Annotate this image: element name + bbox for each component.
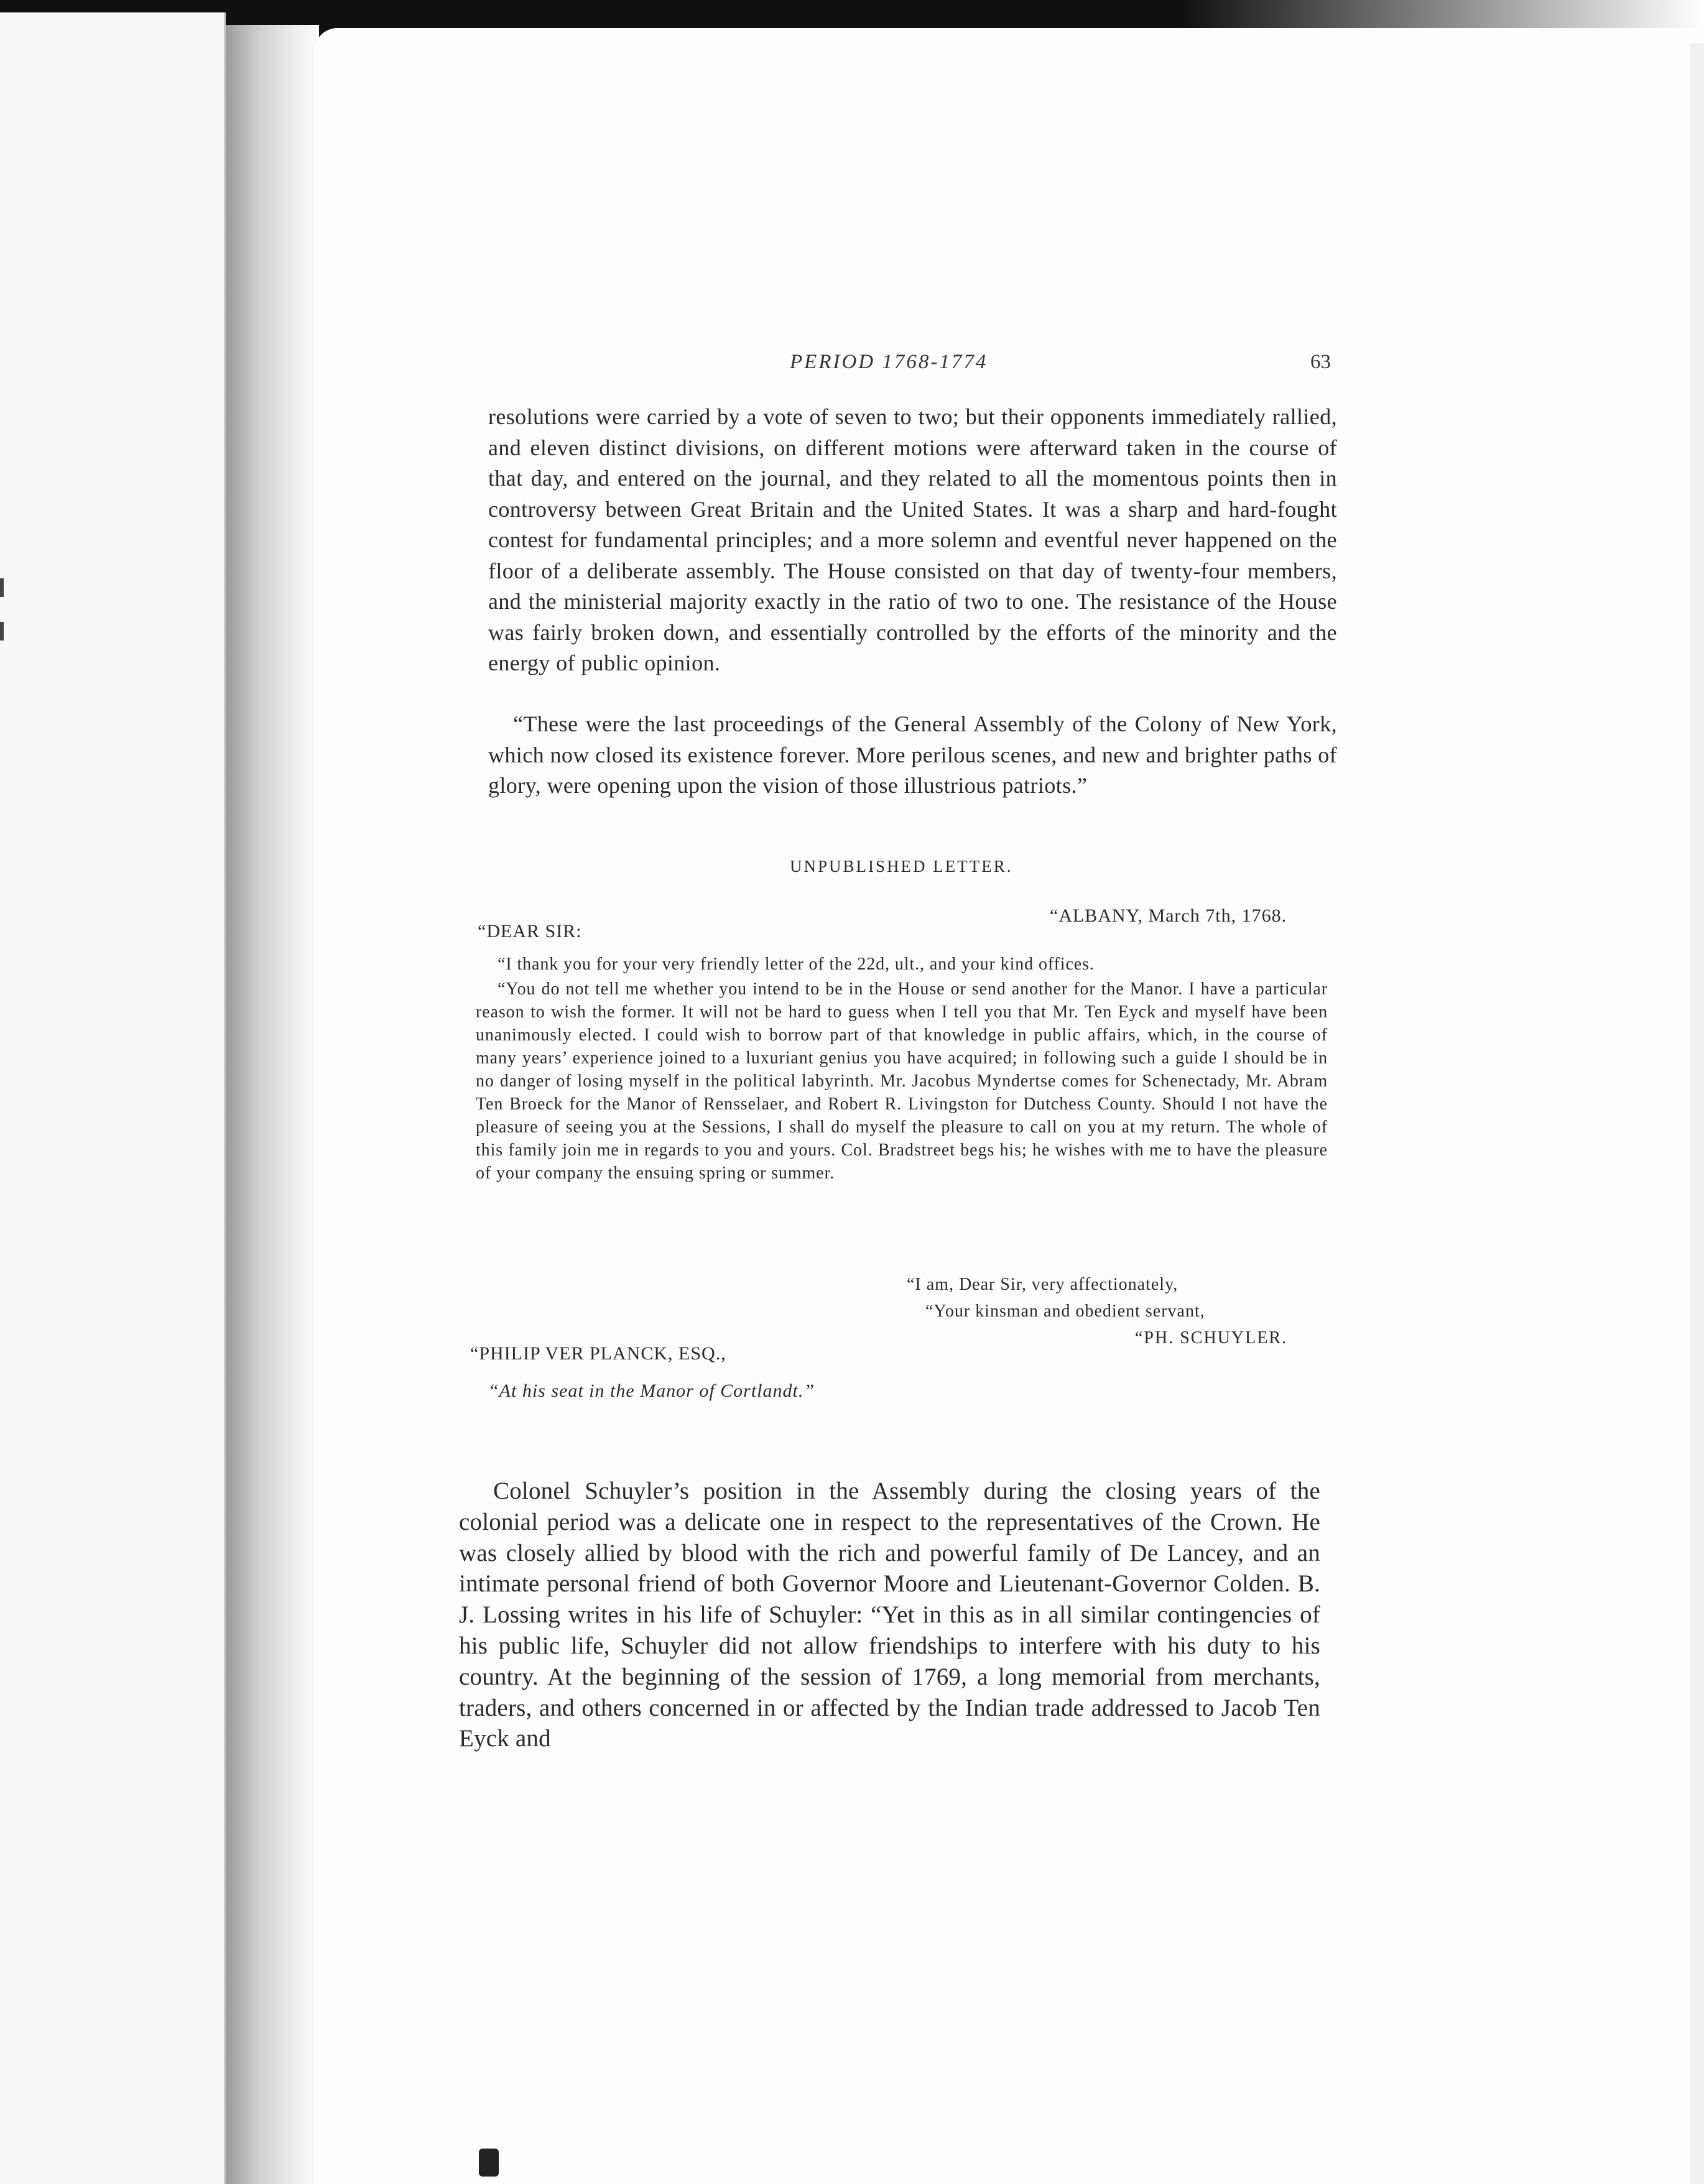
scan-clip-mark [479,2149,499,2177]
body-paragraph-top: resolutions were carried by a vote of seven to two; but their opponents immediately rallied, and eleven distinct divisions, on different motions were afterward taken in the course of that day, and entered on the journal, and they related to all the momentous points then in controversy between Great Britain and the United States. It was a sharp and hard-fought contest for fundamental principles; and a more solemn and eventful never happened on the floor of a deliberate assembly. The House consisted on that day of twenty-four members, and the ministerial majority exactly in the ratio of two to one. The resistance of the House was fairly broken down, and essentially controlled by the efforts of the minority and the energy of public opinion. [488,404,1337,675]
letter-paragraph-1: “I thank you for your very friendly letter of the 22d, ult., and your kind offices. [498,955,1095,974]
letter-paragraph-2: “You do not tell me whether you intend to be in the House or send another for the Manor. I have a particular reason to wish the former. It will not be hard to guess when I tell you that Mr. Ten Eyck and myself have been unanimously elected. I could wish to borrow part of that knowledge in public affairs, which, in the course of many years’ experience joined to a luxuriant genius you have acquired; in following such a guide I should be in no danger of losing myself in the political labyrinth. Mr. Jacobus Myndertse comes for Schenectady, Mr. Abram Ten Broeck for the Manor of Rensselaer, and Robert R. Livingston for Dutchess County. Should I not have the pleasure of seeing you at the Sessions, I shall do myself the pleasure to call on you at my return. The whole of this family join me in regards to you and yours. Col. Bradstreet begs his; he wishes with me to have the pleasure of your company the ensuing spring or summer. [476,979,1328,1183]
book-gutter-shadow [226,25,319,2184]
letter-addressee: “PHILIP VER PLANCK, ESQ., [470,1343,726,1364]
letter-addressee-location: “At his seat in the Manor of Cortlandt.” [488,1381,815,1401]
quoted-paragraph: “These were the last proceedings of the General Assembly of the Colony of New York, which now closed its existence forever. More perilous scenes, and new and brighter paths of glory, were opening upon the vision of those illustrious patriots.” [488,711,1337,798]
letter-salutation: “DEAR SIR: [478,921,582,942]
letter-dateline: “ALBANY, March 7th, 1768. [1050,905,1287,926]
page-right-edge [1690,44,1704,2184]
letter-heading: UNPUBLISHED LETTER. [790,857,1013,876]
letter-closing: “I am, Dear Sir, very affectionately, [907,1275,1178,1294]
running-head: PERIOD 1768-1774 [790,351,988,373]
facing-page-edge [0,12,226,2184]
facing-page-marks [0,578,5,653]
letter-closing-2: “Your kinsman and obedient servant, [925,1302,1205,1321]
body-paragraph-bottom: Colonel Schuyler’s position in the Assembly during the closing years of the colonial period was a delicate one in respect to the representatives of the Crown. He was closely allied by blood with the rich and powerful family of De Lancey, and an intimate personal friend of both Governor Moore and Lieutenant-Governor Colden. B. J. Lossing writes in his life of Schuyler: “Yet in this as in all similar contingencies of his public life, Schuyler did not allow friendships to interfere with his duty to his country. At the beginning of the session of 1769, a long memorial from merchants, traders, and others concerned in or affected by the Indian trade addressed to Jacob Ten Eyck and [459,1478,1320,1752]
page-number: 63 [1310,351,1331,373]
letter-signature: “PH. SCHUYLER. [1135,1328,1288,1348]
